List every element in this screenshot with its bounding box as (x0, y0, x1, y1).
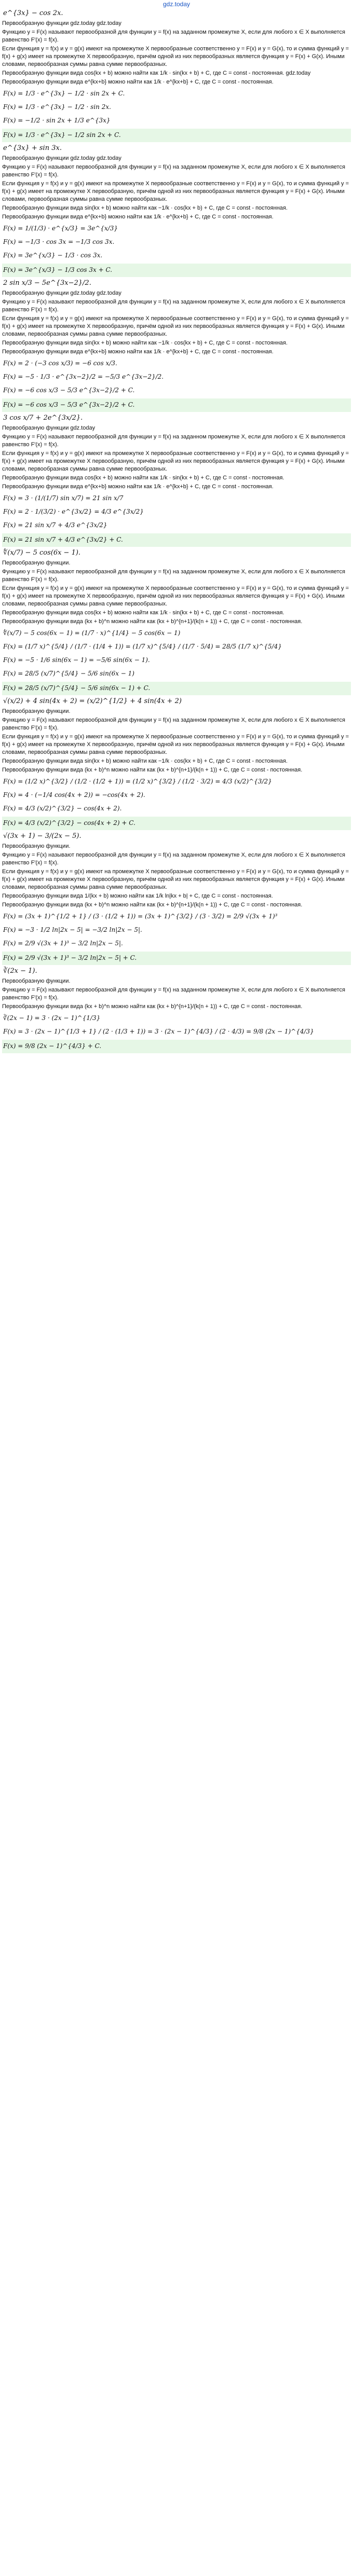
explanation-paragraph: Первообразную функции вида cos(kx + b) можно найти как 1/k · sin(kx + b) + C, где C = const - постоянная. (2, 610, 284, 616)
explanation-paragraph: Функцию y = F(x) называют первообразной для функции y = f(x) на заданном промежутке X, если для любого x ∈ X выполняется равенство F′(x) = f(x). (2, 299, 345, 313)
explanation-paragraph: Если функция y = f(x) и y = g(x) имеют на промежутке X первообразные соответственно y = F(x) и y = G(x), то и сумма функций y = f(x) + g(x) имеет на промежутке X первообразную, причём одной из них первообразных является функция y = F(x) + G(x). Иными словами, первообразная суммы равна сумме первообразных. (2, 315, 349, 337)
explanation-paragraph: Функцию y = F(x) называют первообразной для функции y = f(x) на заданном промежутке X, если для любого x ∈ X выполняется равенство F′(x) = f(x). (2, 852, 345, 866)
explanation-paragraph: Первообразную функции вида e^{kx+b} можно найти как 1/k · e^{kx+b} + C, где C = const - постоянная. (2, 349, 274, 355)
equation-step: F(x) = −1/2 · sin 2x + 1/3 e^{3x} (3, 117, 111, 124)
explanation-paragraph: Первообразную функции gdz.today (2, 425, 96, 431)
final-answer: F(x) = −6 cos x/3 − 5/3 e^{3x−2}/2 + C. (2, 398, 351, 412)
task-expression: 3 cos x/7 + 2e^{3x/2}. (3, 414, 83, 422)
equation-step: F(x) = −3 · 1/2 ln|2x − 5| = −3/2 ln|2x − 5|. (3, 926, 142, 933)
explanation-paragraph: Первообразную функции. (2, 708, 71, 714)
explanation-paragraph: Первообразную функции вида cos(kx + b) можно найти как 1/k · sin(kx + b) + C, где C = const - постоянная. gdz.today (2, 70, 311, 76)
equation-step: F(x) = 3 · (1/(1/7) sin x/7) = 21 sin x/7 (3, 494, 124, 502)
explanation-paragraph: Если функция y = f(x) и y = g(x) имеют на промежутке X первообразные соответственно y = F(x) и y = G(x), то и сумма функций y = f(x) + g(x) имеет на промежутке X первообразную, причём одной из них первообразных является функция y = F(x) + G(x). Иными словами, первообразная суммы равна сумме первообразных. (2, 181, 349, 202)
equation-step: F(x) = 21 sin x/7 + 4/3 e^{3x/2} (3, 521, 107, 529)
equation-step: F(x) = 3e^{x/3} − 1/3 · cos 3x. (3, 252, 103, 259)
equation-step: F(x) = 1/(1/3) · e^{x/3} = 3e^{x/3} (3, 225, 118, 232)
equation-step: F(x) = 4/3 (x/2)^{3/2} − cos(4x + 2). (3, 805, 122, 812)
equation-step: F(x) = −1/3 · cos 3x = −1/3 cos 3x. (3, 238, 115, 245)
explanation-paragraph: Первообразную функции вида (kx + b)^n можно найти как (kx + b)^{n+1}/(k(n + 1)) + C, где C = const - постоянная. (2, 618, 303, 625)
explanation-paragraph: Первообразную функции вида (kx + b)^n можно найти как (kx + b)^{n+1}/(k(n + 1)) + C, где C = const - постоянная. (2, 1003, 303, 1010)
explanation-paragraph: Первообразную функции. (2, 560, 71, 566)
explanation-paragraph: Если функция y = f(x) и y = g(x) имеют на промежутке X первообразные соответственно y = F(x) и y = G(x), то и сумма функций y = f(x) + g(x) имеет на промежутке X первообразную, причём одной из них первообразных является функция y = F(x) + G(x). Иными словами, первообразная суммы равна сумме первообразных. (2, 585, 349, 607)
explanation-paragraph: Функцию y = F(x) называют первообразной для функции y = f(x) на заданном промежутке X, если для любого x ∈ X выполняется равенство F′(x) = f(x). (2, 164, 345, 178)
final-answer: F(x) = 1/3 · e^{3x} − 1/2 sin 2x + C. (2, 129, 351, 142)
solution-block (2, 831, 351, 965)
equation-step: F(x) = 28/5 (x/7)^{5/4} − 5/6 sin(6x − 1) (3, 670, 134, 677)
task-expression: √(x/2) + 4 sin(4x + 2) = (x/2)^{1/2} + 4 sin(4x + 2) (3, 697, 182, 705)
solution-block (2, 143, 351, 277)
final-answer: F(x) = 28/5 (x/7)^{5/4} − 5/6 sin(6x − 1) + C. (2, 682, 351, 695)
explanation-paragraph: Первообразную функции. (2, 978, 71, 984)
equation-step: F(x) = (1/2 x)^{3/2} / (1/2 · (1/2 + 1)) = (1/2 x)^{3/2} / (1/2 · 3/2) = 4/3 (x/2)^{3/2} (3, 778, 272, 785)
final-answer: F(x) = 21 sin x/7 + 4/3 e^{3x/2} + C. (2, 533, 351, 547)
solution-block (2, 696, 351, 830)
explanation-paragraph: Функцию y = F(x) называют первообразной для функции y = f(x) на заданном промежутке X, если для любого x ∈ X выполняется равенство F′(x) = f(x). (2, 569, 345, 583)
explanation-paragraph: Первообразную функции вида e^{kx+b} можно найти как 1/k · e^{kx+b} + C, где C = const - постоянная. (2, 484, 274, 490)
equation-step: ∛(2x − 1) = 3 · (2x − 1)^{1/3} (3, 1014, 101, 1022)
explanation-paragraph: Первообразную функции вида sin(kx + b) можно найти как −1/k · cos(kx + b) + C, где C = const - постоянная. (2, 340, 288, 346)
explanation-paragraph: Первообразную функции. (2, 843, 71, 849)
explanation-paragraph: Функцию y = F(x) называют первообразной для функции y = f(x) на заданном промежутке X, если для любого x ∈ X выполняется равенство F′(x) = f(x). (2, 717, 345, 731)
final-answer: F(x) = 3e^{x/3} − 1/3 cos 3x + C. (2, 264, 351, 277)
equation-step: F(x) = 2 · 1/(3/2) · e^{3x/2} = 4/3 e^{3x/2} (3, 508, 144, 515)
equation-step: F(x) = 2/9 √(3x + 1)³ − 3/2 ln|2x − 5|. (3, 940, 123, 947)
explanation-paragraph: Функцию y = F(x) называют первообразной для функции y = f(x) на заданном промежутке X, если для любого x ∈ X выполняется равенство F′(x) = f(x). (2, 29, 345, 43)
explanation-paragraph: Первообразную функции вида 1/(kx + b) можно найти как 1/k ln|kx + b| + C, где C = const - постоянная. (2, 893, 273, 899)
task-expression: e^{3x} + sin 3x. (3, 144, 62, 152)
equation-step: F(x) = 1/3 · e^{3x} − 1/2 · sin 2x. (3, 103, 111, 111)
final-answer: F(x) = 4/3 (x/2)^{3/2} − cos(4x + 2) + C. (2, 817, 351, 830)
task-expression: ∛(2x − 1). (3, 967, 37, 975)
equation-step: F(x) = 1/3 · e^{3x} − 1/2 · sin 2x + C. (3, 90, 125, 97)
explanation-paragraph: Если функция y = f(x) и y = g(x) имеют на промежутке X первообразные соответственно y = F(x) и y = G(x), то и сумма функций y = f(x) + g(x) имеет на промежутке X первообразную, причём одной из них первообразных является функция y = F(x) + G(x). Иными словами, первообразная суммы равна сумме первообразных. (2, 869, 349, 890)
task-expression: ∜(x/7) − 5 cos(6x − 1). (3, 549, 81, 557)
explanation-paragraph: Первообразную функции вида e^{kx+b} можно найти как 1/k · e^{kx+b} + C, где C = const - постоянная. (2, 214, 274, 220)
solution-block (2, 8, 351, 142)
equation-step: F(x) = 4 · (−1/4 cos(4x + 2)) = −cos(4x + 2). (3, 791, 145, 798)
explanation-paragraph: Первообразную функции вида (kx + b)^n можно найти как (kx + b)^{n+1}/(k(n + 1)) + C, где C = const - постоянная. (2, 902, 303, 908)
equation-step: F(x) = −5 · 1/6 sin(6x − 1) = −5/6 sin(6x − 1). (3, 656, 150, 664)
solution-block (2, 413, 351, 547)
explanation-paragraph: Первообразную функции вида (kx + b)^n можно найти как (kx + b)^{n+1}/(k(n + 1)) + C, где C = const - постоянная. (2, 767, 303, 773)
task-expression: √(3x + 1) − 3/(2x − 5). (3, 832, 82, 840)
final-answer: F(x) = 9/8 (2x − 1)^{4/3} + C. (2, 1040, 351, 1053)
equation-step: F(x) = 3 · (2x − 1)^{1/3 + 1} / (2 · (1/3 + 1)) = 3 · (2x − 1)^{4/3} / (2 · 4/3) = 9/8 (2x − 1)^{4/3} (3, 1028, 314, 1035)
equation-step: F(x) = (1/7 x)^{5/4} / (1/7 · (1/4 + 1)) = (1/7 x)^{5/4} / (1/7 · 5/4) = 28/5 (1/7 x)^{5/4} (3, 643, 282, 650)
solution-content (0, 8, 353, 1053)
explanation-paragraph: Первообразную функции gdz.today gdz.today (2, 20, 121, 26)
explanation-paragraph: Первообразную функции gdz.today gdz.today (2, 290, 121, 296)
explanation-paragraph: Если функция y = f(x) и y = g(x) имеют на промежутке X первообразные соответственно y = F(x) и y = G(x), то и сумма функций y = f(x) + g(x) имеет на промежутке X первообразную, причём одной из них первообразных является функция y = F(x) + G(x). Иными словами, первообразная суммы равна сумме первообразных. (2, 46, 349, 67)
task-expression: e^{3x} − cos 2x. (3, 9, 63, 17)
final-answer: F(x) = 2/9 √(3x + 1)³ − 3/2 ln|2x − 5| + C. (2, 952, 351, 965)
equation-step: F(x) = −6 cos x/3 − 5/3 e^{3x−2}/2 + C. (3, 387, 135, 394)
explanation-paragraph: Если функция y = f(x) и y = g(x) имеют на промежутке X первообразные соответственно y = F(x) и y = G(x), то и сумма функций y = f(x) + g(x) имеет на промежутке X первообразную, причём одной из них первообразных является функция y = F(x) + G(x). Иными словами, первообразная суммы равна сумме первообразных. (2, 734, 349, 755)
equation-step: ∜(x/7) − 5 cos(6x − 1) = (1/7 · x)^{1/4} − 5 cos(6x − 1) (3, 629, 181, 637)
explanation-paragraph: Функцию y = F(x) называют первообразной для функции y = f(x) на заданном промежутке X, если для любого x ∈ X выполняется равенство F′(x) = f(x). (2, 434, 345, 448)
explanation-paragraph: Если функция y = f(x) и y = g(x) имеют на промежутке X первообразные соответственно y = F(x) и y = G(x), то и сумма функций y = f(x) + g(x) имеет на промежутке X первообразную, причём одной из них первообразных является функция y = F(x) + G(x). Иными словами, первообразная суммы равна сумме первообразных. (2, 450, 349, 472)
explanation-paragraph: Первообразную функции вида sin(kx + b) можно найти как −1/k · cos(kx + b) + C, где C = const - постоянная. (2, 205, 288, 211)
explanation-paragraph: Первообразную функции gdz.today gdz.today (2, 155, 121, 161)
task-expression: 2 sin x/3 − 5e^{3x−2}/2. (3, 279, 91, 287)
explanation-paragraph: Первообразную функции вида cos(kx + b) можно найти как 1/k · sin(kx + b) + C, где C = const - постоянная. (2, 475, 284, 481)
explanation-paragraph: Первообразную функции вида e^{kx+b} можно найти как 1/k · e^{kx+b} + C, где C = const - постоянная. (2, 79, 274, 85)
solution-block (2, 548, 351, 695)
explanation-paragraph: Функцию y = F(x) называют первообразной для функции y = f(x) на заданном промежутке X, если для любого x ∈ X выполняется равенство F′(x) = f(x). (2, 987, 345, 1001)
equation-step: F(x) = (3x + 1)^{1/2 + 1} / (3 · (1/2 + 1)) = (3x + 1)^{3/2} / (3 · 3/2) = 2/9 √(3x + 1)³ (3, 913, 278, 920)
solution-block (2, 966, 351, 1053)
equation-step: F(x) = 2 · (−3 cos x/3) = −6 cos x/3. (3, 360, 117, 367)
solution-block (2, 278, 351, 412)
site-link[interactable]: gdz.today (162, 1, 191, 8)
explanation-paragraph: Первообразную функции вида sin(kx + b) можно найти как −1/k · cos(kx + b) + C, где C = const - постоянная. (2, 758, 288, 764)
equation-step: F(x) = −5 · 1/3 · e^{3x−2}/2 = −5/3 e^{3x−2}/2. (3, 373, 164, 380)
